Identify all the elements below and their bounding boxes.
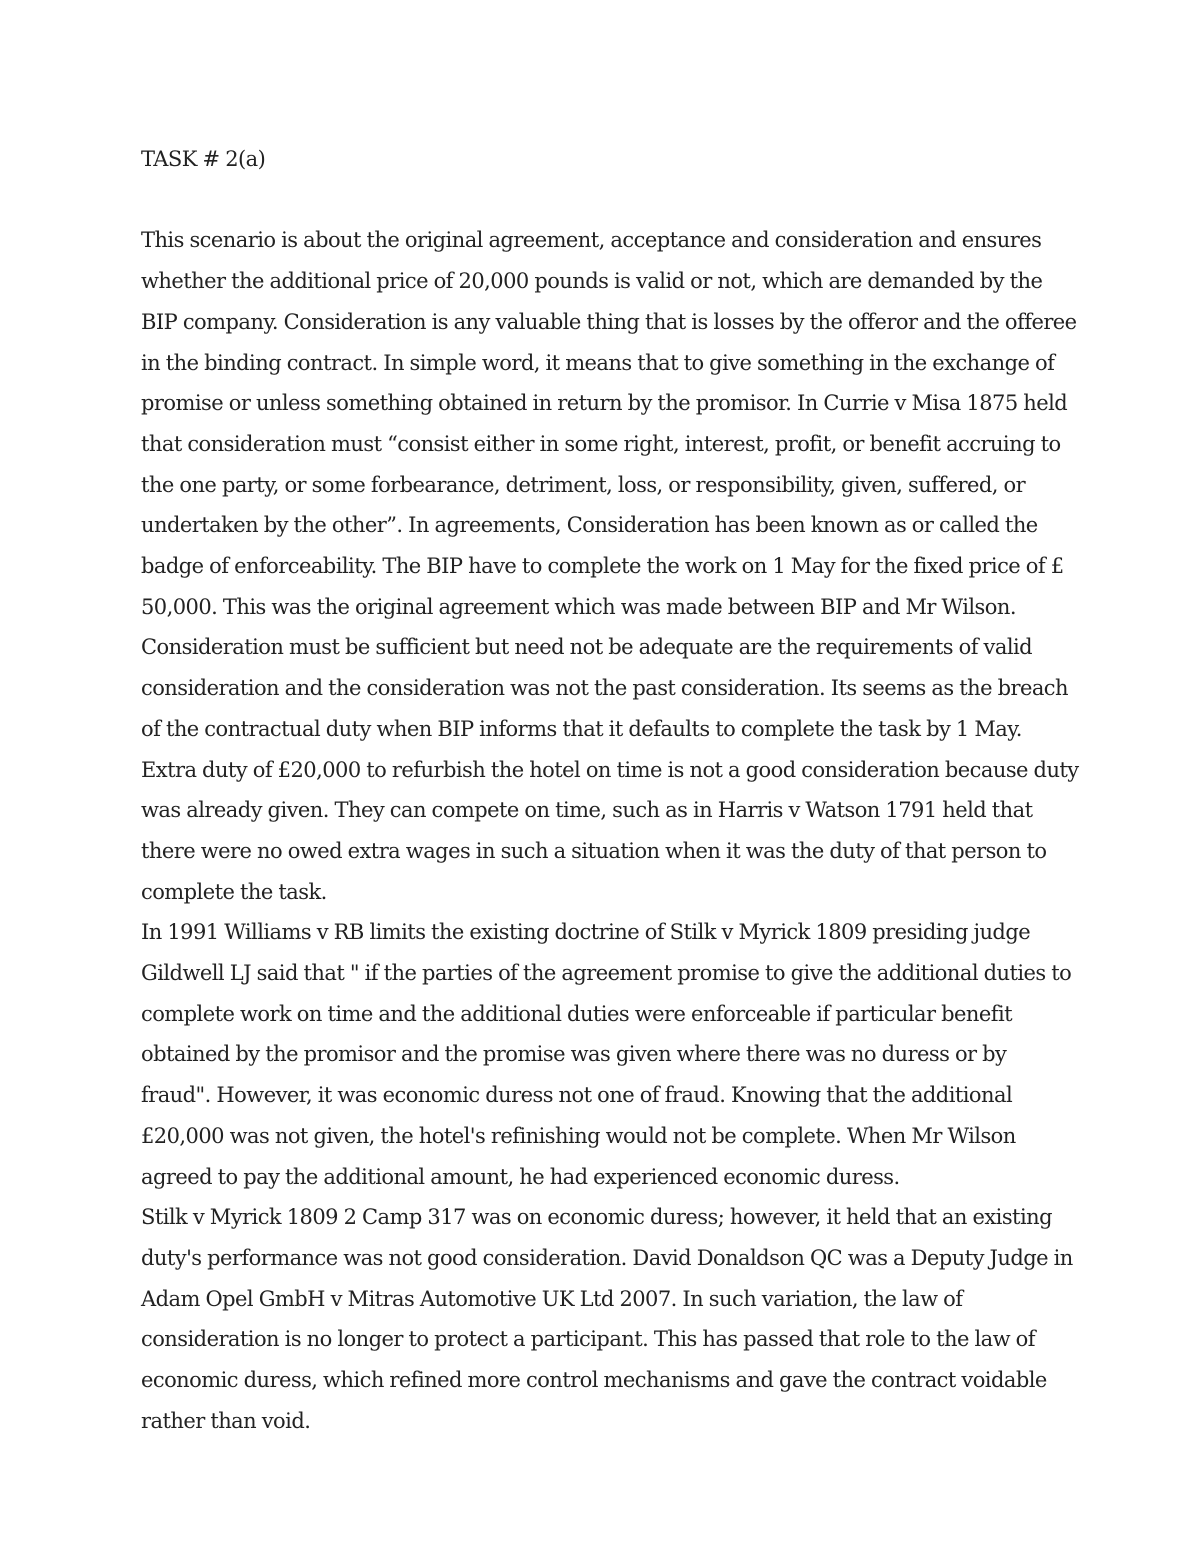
paragraph-sufficiency: Consideration must be sufficient but need not be adequate are the requirements of valid consideration and the consideration was not the past consideration. Its seems as the breach of the contractual duty when BIP informs that it defaults to complete the task by 1 May. Extra duty of £20,000 to refurbish the hotel on time is not a good consideration because duty was already given. They can compete on time, such as in Harris v Watson 1791 held that there were no owed extra wages in such a situation when it was the duty of that person to complete the task. <box>141 635 1079 904</box>
document-body <box>141 139 1081 1441</box>
paragraph-consideration: This scenario is about the original agreement, acceptance and consideration and ensures whether the additional price of 20,000 pounds is valid or not, which are demanded by the BIP company. Consideration is any valuable thing that is losses by the offeror and the offeree in the binding contract. In simple word, it means that to give something in the exchange of promise or unless something obtained in return by the promisor. In Currie v Misa 1875 held that consideration must “consist either in some right, interest, profit, or benefit accruing to the one party, or some forbearance, detriment, loss, or responsibility, given, suffered, or undertaken by the other”. In agreements, Consideration has been known as or called the badge of enforceability. The BIP have to complete the work on 1 May for the fixed price of £ 50,000. This was the original agreement which was made between BIP and Mr Wilson. <box>141 228 1077 619</box>
paragraph-stilk-v-myrick: Stilk v Myrick 1809 2 Camp 317 was on economic duress; however, it held that an existing duty's performance was not good consideration. David Donaldson QC was a Deputy Judge in Adam Opel GmbH v Mitras Automotive UK Ltd 2007. In such variation, the law of consideration is no longer to protect a participant. This has passed that role to the law of economic duress, which refined more control mechanisms and gave the contract voidable rather than void. <box>141 1205 1073 1433</box>
heading-spacer <box>141 180 1081 221</box>
task-heading: TASK # 2(a) <box>141 147 266 171</box>
paragraph-williams-v-rb: In 1991 Williams v RB limits the existing doctrine of Stilk v Myrick 1809 presiding judge Gildwell LJ said that " if the parties of the agreement promise to give the additional duties to complete work on time and the additional duties were enforceable if particular benefit obtained by the promisor and the promise was given where there was no duress or by fraud". However, it was economic duress not one of fraud. Knowing that the additional £20,000 was not given, the hotel's refinishing would not be complete. When Mr Wilson agreed to pay the additional amount, he had experienced economic duress. <box>141 920 1072 1189</box>
